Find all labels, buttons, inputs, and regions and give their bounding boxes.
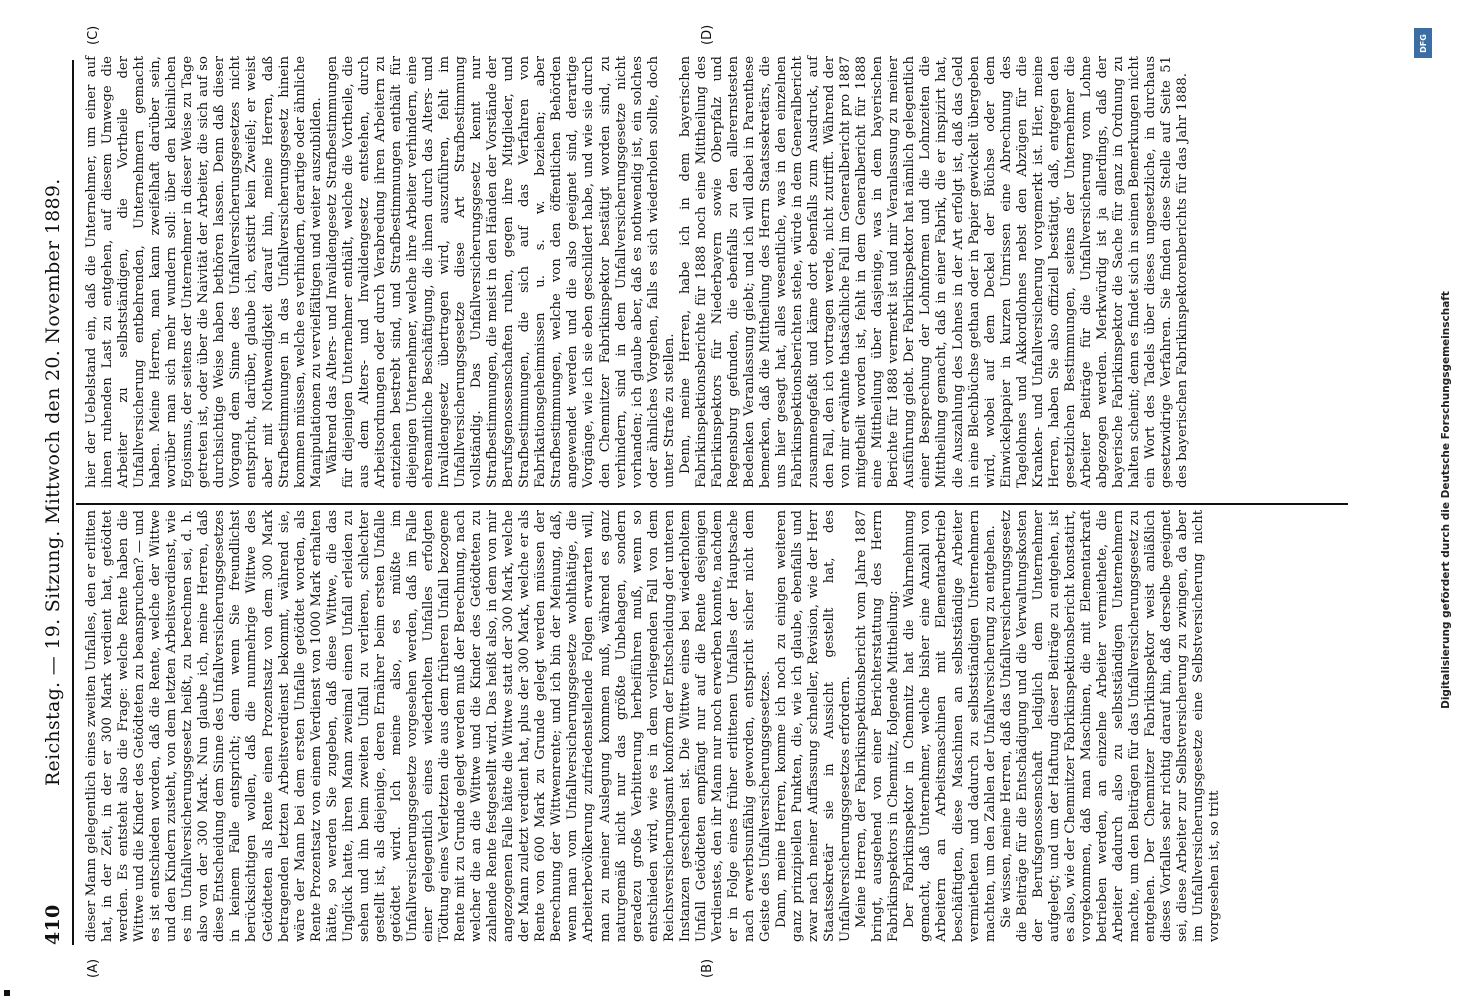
left-column xyxy=(84,510,1340,942)
page-number: 410 xyxy=(42,904,64,945)
credit-text: Digitalisierung gefördert durch die Deutsche Forschungsgemeinschaft xyxy=(1440,291,1452,709)
scan-speck xyxy=(4,990,10,996)
paragraph: Während das Alters- und Invalidengesetz Strafbestimmungen für diejenigen Unternehmer enthält, welche die Vortheile, die aus dem Alters- und Invalidengesetz entstehen, durch Arbeitsordnungen oder durch Verabredung ihren Arbeitern zu entziehen bestrebt sind, und Strafbestimmungen enthält für diejenigen Unternehmer, welche ihre Arbeiter verhindern, eine ehrenamtliche Beschäftigung, die ihnen durch das Alters- und Invalidengesetz übertragen wird, auszuführen, fehlt im Unfallversicherungsgesetze diese Art Strafbestimmung vollständig. Das Unfallversicherungsgesetz kennt nur Strafbestimmungen, die meist in den Händen der Vorstände der Berufsgenossenschaften ruhen, gegen ihre Mitglieder, und Strafbestimmungen, die sich auf das Verfahren von Fabrikationsgeheimnissen u. s. w. beziehen; aber Strafbestimmungen, welche von den öffentlichen Behörden angewendet werden und die also geeignet sind, derartige Vorgänge, wie ich sie eben geschildert habe, und wie sie durch den Chemnitzer Fabrikinspektor bestätigt worden sind, zu verhindern, sind in dem Unfallversicherungsgesetze nicht vorhanden; ich glaube aber, daß es nothwendig ist, ein solches oder ähnliches Vorgehen, falls es sich wiederholen sollte, doch unter Strafe zu stellen. xyxy=(324,56,677,488)
paragraph: Denn, meine Herren, habe ich in dem bayerischen Fabrikinspektionsberichte für 1888 noch eine Mittheilung des Fabrikinspektors für Niederbayern sowie Oberpfalz und Regensburg gefunden, die ebenfalls zu den allerernstesten Bedenken Veranlassung giebt; und ich will dabei in Parenthese bemerken, daß die Mittheilung des Herrn Staatssekretärs, die uns hier gesagt hat, alles wesentliche, was in den einzelnen Fabrikinspektionsberichten stehe, würde in dem Generalbericht zusammengefaßt und käme dort ebenfalls zum Ausdruck, auf den Fall, den ich vortragen werde, nicht zutrifft. Während der von mir erwähnte thatsächliche Fall im Generalbericht pro 1887 mitgetheilt worden ist, fehlt in dem Generalbericht für 1888 eine Mittheilung über dasjenige, was in dem bayerischen Berichte für 1888 vermerkt ist und mir Veranlassung zu meiner Ausführung giebt. Der Fabrikinspektor hat nämlich gelegentlich einer Besprechung der Lohnformen und die Lohnzeiten die Mittheilung gemacht, daß in einer Fabrik, die er inspizirt hat, die Auszahlung des Lohnes in der Art erfolgt ist, daß das Geld in eine Blechbüchse gethan oder in Papier gewickelt übergeben wird, wobei auf dem Deckel der Büchse oder dem Einwickelpapier in kurzen Umrissen eine Abrechnung des Tagelohnes und Akkordlohnes nebst den Abzügen für die Kranken- und Unfallversicherung vorgemerkt ist. Hier, meine Herren, haben Sie also offiziell bestätigt, daß, entgegen den gesetzlichen Bestimmungen, seitens der Unternehmer die Arbeiter Beiträge für die Unfallversicherung vom Lohne abgezogen werden. Merkwürdig ist ja allerdings, daß der bayerische Fabrikinspektor die Sache für ganz in Ordnung zu halten scheint; denn es findet sich in seinen Bemerkungen nicht ein Wort des Tadels über dieses ungesetzliche, in durchaus gesetzwidrige Verfahren. Sie finden diese Stelle auf Seite 51 des bayerischen Fabrikinspektorenberichts für das Jahr 1888. xyxy=(677,56,1191,488)
paragraph: hier der Uebelstand ein, daß die Unternehmer, um einer auf ihnen ruhenden Last zu entgehen, auf diesem Umwege die Arbeiter zu selbstständigen, die Vortheile der Unfallversicherung entbehrenden, Unternehmern gemacht haben. Meine Herren, man kann zweifelhaft darüber sein, worüber man sich mehr wundern soll: über den kleinlichen Egoismus, der seitens der Unternehmer in dieser Weise zu Tage getreten ist, oder über die Naivität der Arbeiter, die sich auf so durchsichtige Weise haben bethören lassen. Denn daß dieser Vorgang dem Sinne des Unfallversicherungsgesetzes nicht entspricht, darüber, glaube ich, existirt kein Zweifel; er weist aber mit Nothwendigkeit darauf hin, meine Herren, daß Strafbestimmungen in das Unfallversicherungsgesetz hinein kommen müssen, welche es verhindern, derartige oder ähnliche Manipulationen zu vervielfältigen und weiter auszubilden. xyxy=(84,56,324,488)
margin-marker-b: (B) xyxy=(700,958,715,978)
dfg-logo xyxy=(1414,28,1432,58)
page-title: Reichstag. — 19. Sitzung. Mittwoch den 20. November 1889. xyxy=(42,178,64,787)
header-rule xyxy=(72,60,74,945)
margin-marker-d: (D) xyxy=(700,24,715,45)
right-column xyxy=(84,56,1340,488)
column-divider xyxy=(76,503,1348,505)
paragraph: dieser Mann gelegentlich eines zweiten Unfalles, den er erlitten hat, in der Zeit, in der er 300 Mark verdient hat, getödtet werden. Es entsteht also die Frage: welche Rente haben die Wittwe und die Kinder des Getödteten zu beanspruchen? — und es ist entschieden worden, daß die Rente, welche der Wittwe und den Kindern zusteht, von dem letzten Arbeitsverdienst, wie es im Unfallversicherungsgesetz heißt, zu berechnen sei, d. h. also von der 300 Mark. Nun glaube ich, meine Herren, daß diese Entscheidung dem Sinne des Unfallversicherungsgesetzes in keinem Falle entspricht; denn wenn Sie freundlichst berücksichtigen wollen, daß die nunmehrige Wittwe des Getödteten als Rente einen Prozentsatz von dem 300 Mark betragenden letzten Arbeitsverdienst bekommt, während sie, wäre der Mann bei dem ersten Unfalle getödtet worden, als Rente Prozentsatz von einem Verdienst von 1000 Mark erhalten hätte, so werden Sie zugeben, daß diese Wittwe, die das Unglück hatte, ihren Mann zweimal einen Unfall erleiden zu sehen und ihn beim zweiten Unfall zu verlieren, schlechter gestellt ist, als diejenige, deren Ernährer beim ersten Unfalle getödtet wird. Ich meine also, es müßte im Unfallversicherungsgesetze vorgesehen werden, daß im Falle einer gelegentlich eines wiederholten Unfalles erfolgten Tödtung eines Verletzten die aus dem früheren Unfall bezogene Rente mit zu Grunde gelegt werden muß der Berechnung, nach welcher die an die Wittwe und die Kinder des Getödteten zu zahlende Rente festgestellt wird. Das heißt also, in dem von mir angezogenen Falle hätte die Wittwe statt der 300 Mark, welche der Mann zuletzt verdient hat, plus der 300 Mark, welche er als Rente von 600 Mark zu Grunde gelegt werden müssen der Berechnung der Wittwenrente; und ich bin der Meinung, daß, wenn man vom Unfallversicherungsgesetze wohlthätige, die Arbeiterbevölkerung zufriedenstellende Folgen erwarten will, man zu meiner Auslegung kommen muß, während es ganz naturgemäß nicht nur das größte Unbehagen, sondern geradezu große Verbitterung herbeiführen muß, wenn so entschieden wird, wie es in dem vorliegenden Fall von dem Reichsversicherungsamt konform der Entscheidung der unteren Instanzen geschehen ist. Die Wittwe eines bei wiederholtem Unfall Getödteten empfängt nur auf die Rente desjenigen Verdienstes, den ihr Mann nur noch erwerben konnte, nachdem er in Folge eines früher erlittenen Unfalles der Hauptsache nach erwerbsunfähig geworden, entspricht sicher nicht dem Geiste des Unfallversicherungsgesetzes. xyxy=(84,510,773,942)
quoted-paragraph: Der Fabrikinspektor in Chemnitz hat die Wahrnehmung gemacht, daß Unternehmer, welche bisher eine Anzahl von Arbeitern an Arbeitsmaschinen mit Elementarbetrieb beschäftigten, diese Maschinen an selbstständige Arbeiter vermietheten und dadurch zu selbstständigen Unternehmern machten, um den Zahlen der Unfallversicherung zu entgehen. xyxy=(902,510,998,942)
dfg-logo-text: DFG xyxy=(1418,33,1428,53)
paragraph: Dann, meine Herren, komme ich noch zu einigen weiteren ganz prinzipiellen Punkten, die, wie ich glaube, ebenfalls und zwar nach meiner Auffassung schneller, Revision, wie der Herr Staatssekretär sie in Aussicht gestellt hat, des Unfallversicherungsgesetzes erfordern. xyxy=(774,510,854,942)
margin-marker-c: (C) xyxy=(86,25,101,45)
paragraph: Meine Herren, der Fabrikinspektionsbericht vom Jahre 1887 bringt, ausgehend von einer Berichterstattung des Herrn Fabrikinspektors in Chemnitz, folgende Mittheilung: xyxy=(854,510,902,942)
margin-marker-a: (A) xyxy=(86,958,101,978)
digitization-credit xyxy=(1412,20,1452,980)
paragraph: Sie wissen, meine Herren, daß das Unfallversicherungsgesetz die Beiträge für die Entschädigung und die Verwaltungskosten der Berufsgenossenschaft lediglich dem Unternehmer aufgelegt; und um der Haftung dieser Beiträge zu entgehen, ist es also, wie der Chemnitzer Fabrikinspektionsbericht konstatirt, vorgekommen, daß man Maschinen, die mit Elementarkraft betrieben werden, an einzelne Arbeiter vermiethete, die Arbeiter dadurch also zu selbstständigen Unternehmern machte, um den Beiträgen für das Unfallversicherungsgesetz zu entgehen. Der Chemnitzer Fabrikinspektor weist anläßlich dieses Vorfalles sehr richtig darauf hin, daß derselbe geeignet sei, diese Arbeiter zur Selbstversicherung zu zwingen, da aber im Unfallversicherungsgesetze eine Selbstversicherung nicht vorgesehen ist, so tritt xyxy=(998,510,1223,942)
page-header xyxy=(38,60,68,945)
